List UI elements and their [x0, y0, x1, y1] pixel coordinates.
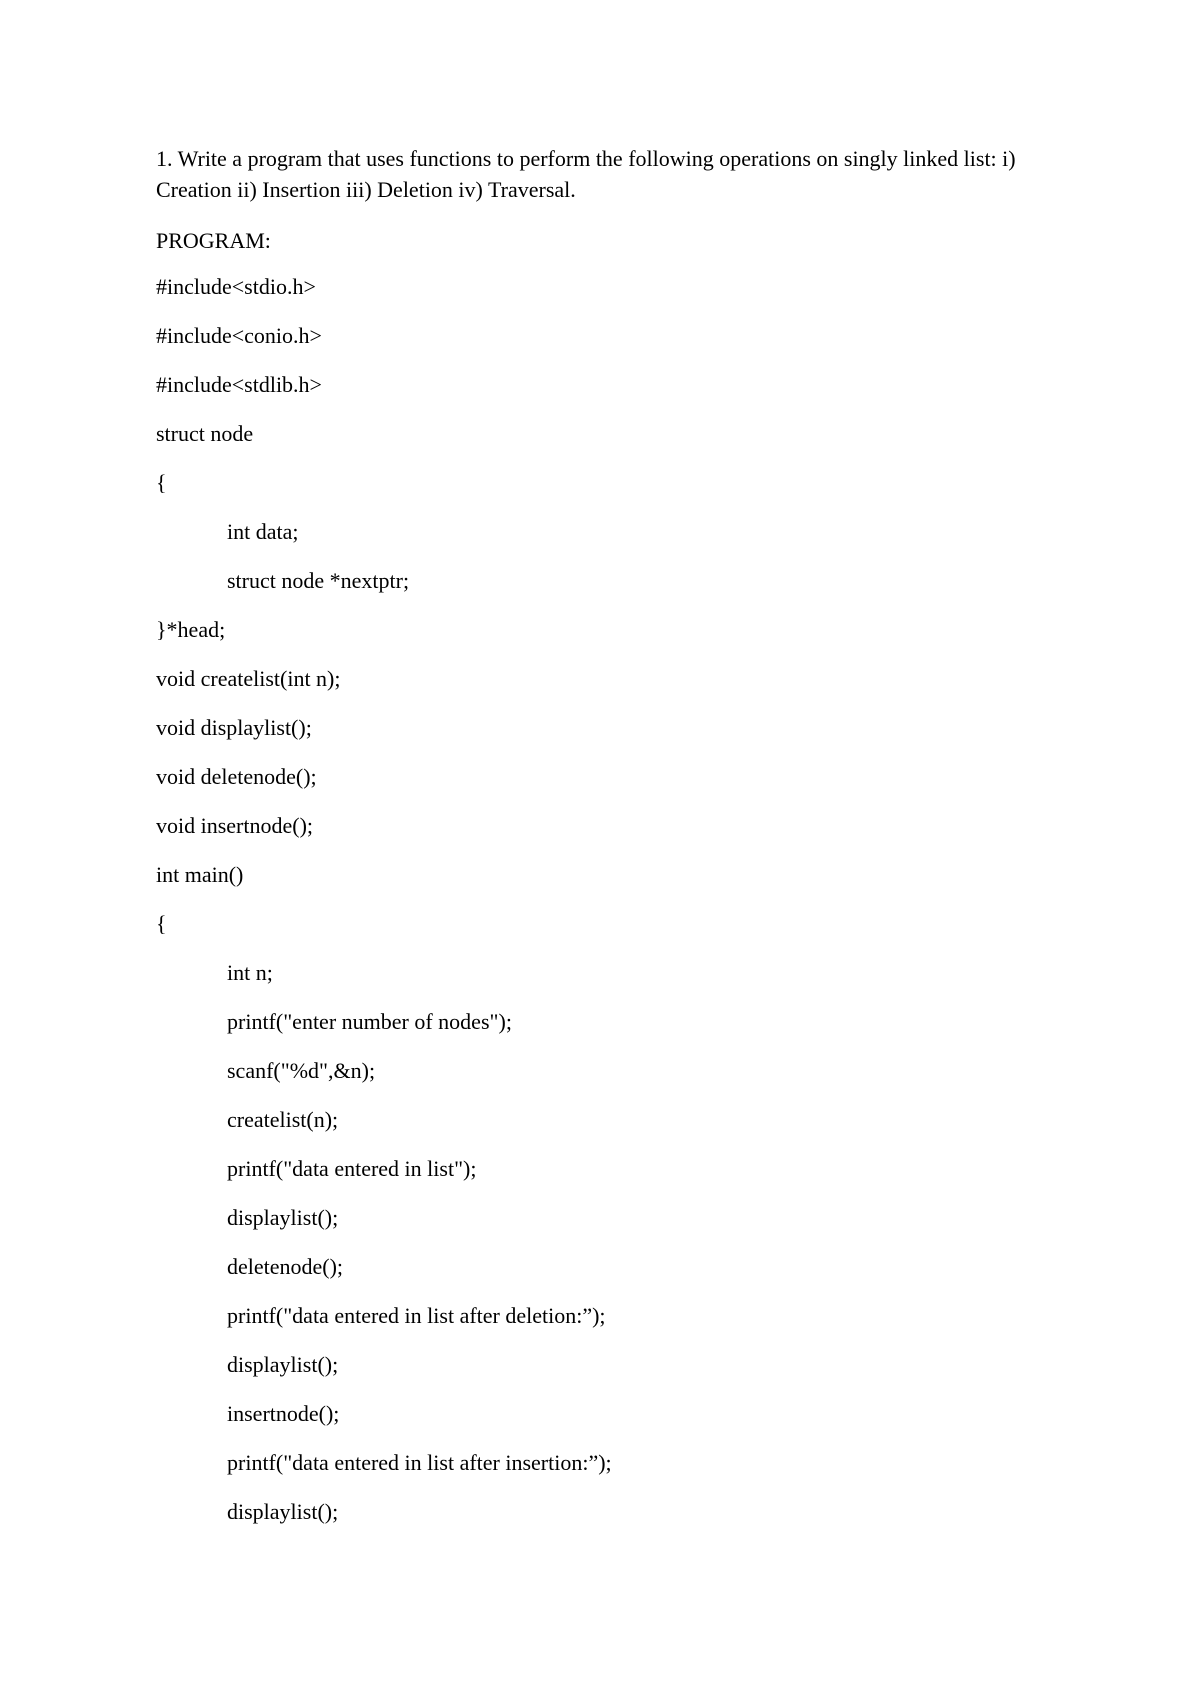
code-line: { — [156, 911, 167, 936]
code-line: printf("data entered in list"); — [227, 1156, 477, 1181]
program-heading: PROGRAM: — [156, 228, 271, 253]
code-line: #include<stdlib.h> — [156, 372, 322, 397]
code-line: int main() — [156, 862, 244, 887]
code-line: void insertnode(); — [156, 813, 314, 838]
code-line: int n; — [227, 960, 273, 985]
question-text: 1. Write a program that uses functions to perform the following operations on singly linked list: i) Creation ii) Insertion iii) Deletion iv) Traversal. — [156, 146, 1016, 202]
code-line: insertnode(); — [227, 1401, 340, 1426]
code-block — [156, 273, 612, 1547]
code-line: scanf("%d",&n); — [227, 1058, 376, 1083]
code-line: int data; — [227, 519, 299, 544]
code-line: void deletenode(); — [156, 764, 317, 789]
code-line: { — [156, 470, 167, 495]
code-line: displaylist(); — [227, 1352, 339, 1377]
code-line: #include<stdio.h> — [156, 274, 316, 299]
code-line: printf("enter number of nodes"); — [227, 1009, 512, 1034]
code-line: void createlist(int n); — [156, 666, 341, 691]
code-line: printf("data entered in list after insertion:”); — [227, 1450, 612, 1475]
code-line: void displaylist(); — [156, 715, 312, 740]
code-line: deletenode(); — [227, 1254, 344, 1279]
code-line: displaylist(); — [227, 1205, 339, 1230]
code-line: }*head; — [156, 617, 226, 642]
code-line: printf("data entered in list after deletion:”); — [227, 1303, 606, 1328]
code-line: #include<conio.h> — [156, 323, 322, 348]
code-line: displaylist(); — [227, 1499, 339, 1524]
code-line: struct node — [156, 421, 254, 446]
code-line: createlist(n); — [227, 1107, 339, 1132]
code-line: struct node *nextptr; — [227, 568, 410, 593]
